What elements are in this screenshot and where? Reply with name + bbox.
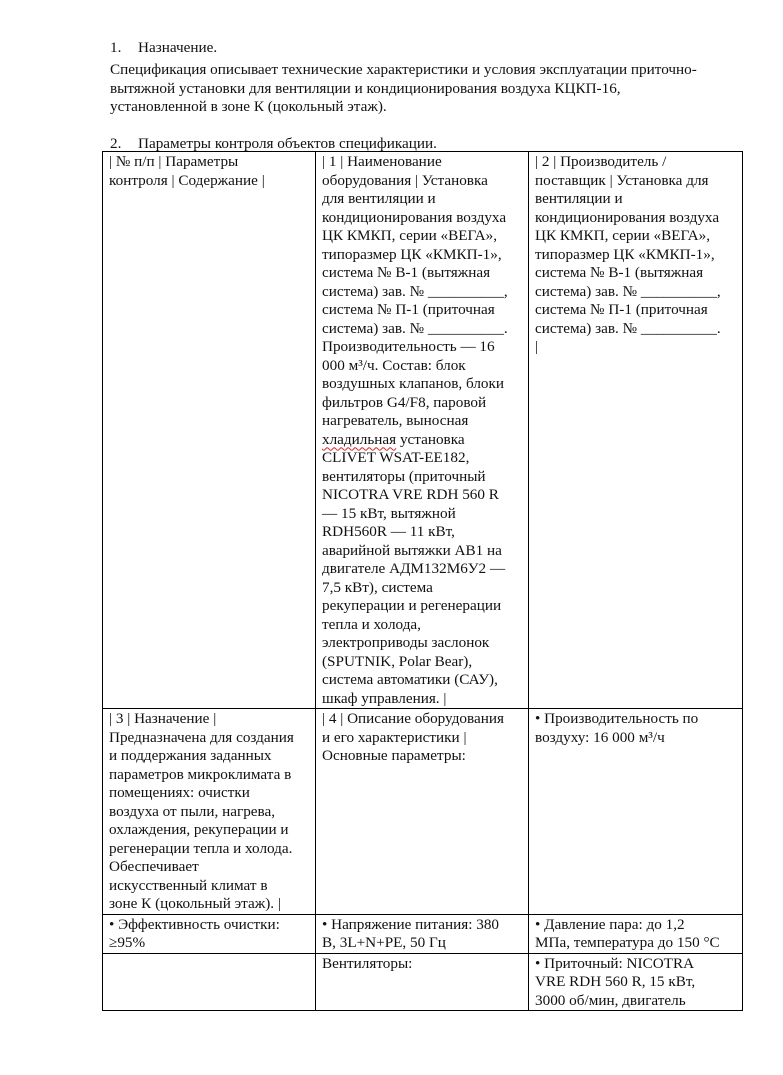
section-number: 1. [110,39,122,56]
table-cell: • Приточный: NICOTRA VRE RDH 560 R, 15 кВт, 3000 об/мин, двигатель [529,953,743,1011]
table-row [103,152,743,709]
table-row [103,953,743,1011]
table-cell: | № п/п | Параметры контроля | Содержание | [103,152,316,709]
table-cell: Вентиляторы: [316,953,529,1011]
table-cell: | 2 | Производитель / поставщик | Установка для вентиляции и кондиционирования воздуха ЦК КМКП, серии «ВЕГА», типоразмер ЦК «КМКП-1», система № В-1 (вытяжная система) зав. № __________, система № П-1 (приточная система) зав. № __________. | [529,152,743,709]
table-cell: • Давление пара: до 1,2 МПа, температура до 150 °C [529,914,743,953]
table-cell: • Эффективность очистки: ≥95% [103,914,316,953]
table-row [103,709,743,915]
table-cell: • Напряжение питания: 380 В, 3L+N+PE, 50 Гц [316,914,529,953]
table-cell: | 3 | Назначение | Предназначена для создания и поддержания заданных параметров микроклимата в помещениях: очистки воздуха от пыли, нагрева, охлаждения, рекуперации и регенерации тепла и холода. Обеспечивает искусственный климат в зоне К (цокольный этаж). | [103,709,316,915]
intro-paragraph: Спецификация описывает технические характеристики и условия эксплуатации приточно- вытяжной установки для вентиляции и кондиционирования воздуха КЦКП-16, установленной в зоне К (цокольный этаж). [110,61,697,115]
table-cell: • Производительность по воздуху: 16 000 м³/ч [529,709,743,915]
table-row [103,914,743,953]
cell-text: | 1 | Наименование оборудования | Установка для вентиляции и кондиционирования воздуха ЦК КМКП, серии «ВЕГА», типоразмер ЦК «КМКП-1», система № В-1 (вытяжная система) зав. № __________, система № П-1 (приточная система) зав. № __________. Производительность — 16 000 м³/ч. Состав: блок воздушных клапанов, блоки фильтров G4/F8, паровой нагреватель, выносная [322,153,508,429]
section-1-heading [110,39,217,58]
section-title: Параметры контроля объектов спецификации. [138,135,437,152]
section-number: 2. [110,135,122,152]
spec-table [102,151,743,1011]
cell-text: установка CLIVET WSAT-EE182, вентиляторы (приточный NICOTRA VRE RDH 560 R — 15 кВт, вытяжной RDH560R — 11 кВт, аварийной вытяжки АВ1 на двигателе АДМ132М6У2 — 7,5 кВт), система рекуперации и регенерации тепла и холода, электроприводы заслонок (SPUTNIK, Polar Bear), система автоматики (САУ), шкаф управления. | [322,430,506,707]
table-cell [103,953,316,1011]
table-cell [316,152,529,709]
spellcheck-word[interactable]: хладильная [322,430,397,448]
table-cell: | 4 | Описание оборудования и его характеристики | Основные параметры: [316,709,529,915]
section-title: Назначение. [138,39,218,56]
